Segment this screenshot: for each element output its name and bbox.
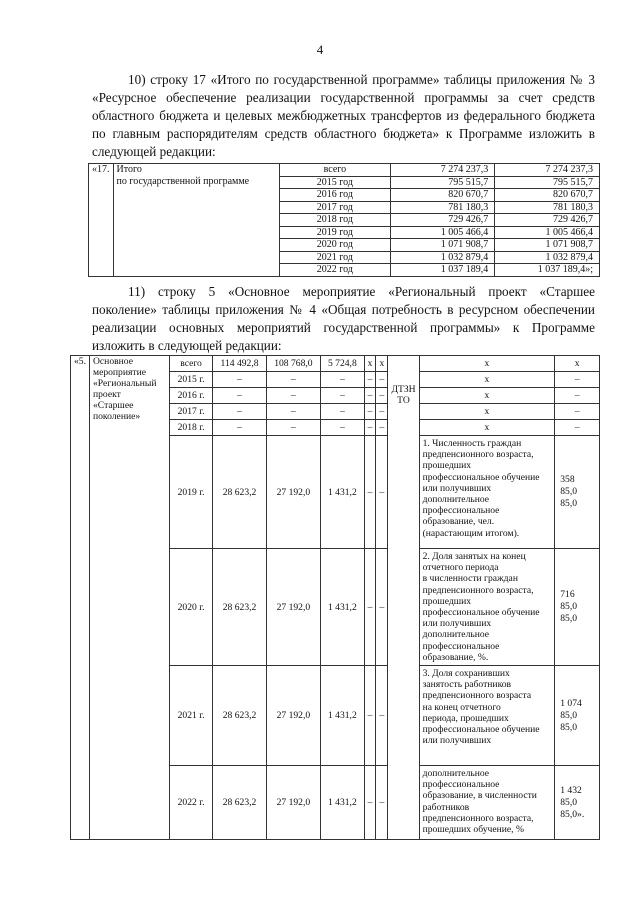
- total-cell: 28 623,2: [213, 549, 266, 666]
- paragraph-11: 11) строку 5 «Основное мероприятие «Региональный проект «Старшее поколение» таблицы приложения № 4 «Общая потребность в ресурсном обеспечении реализации основных мероприятий государственной программы» к Программе изложить в следующей редакции:: [92, 284, 595, 353]
- indicator-cell: [419, 766, 555, 840]
- period-cell: 2017 г.: [169, 404, 213, 420]
- indicator-line: периода, прошедших: [422, 712, 509, 724]
- regional-cell: 1 431,2: [321, 436, 365, 549]
- x-cell: –: [376, 388, 388, 404]
- period-cell: 2019 год: [280, 226, 391, 239]
- indicator-cell: x: [419, 404, 555, 420]
- indicator-line: прошедших: [422, 595, 472, 607]
- indicator-cell: x: [419, 388, 555, 404]
- indicator-cell: [419, 436, 555, 549]
- indicator-cell: [419, 549, 555, 666]
- indicator-line: 1. Численность граждан: [422, 438, 522, 449]
- regional-cell: –: [321, 404, 365, 420]
- indicator-value-cell: [555, 549, 600, 666]
- value-cell: 781 180,3: [390, 201, 495, 214]
- row-name-line: «Региональный: [93, 378, 157, 389]
- x-cell: –: [364, 549, 376, 666]
- row-name: [90, 356, 170, 840]
- row-number: «5.: [71, 356, 90, 840]
- indicator-cell: x: [419, 372, 555, 388]
- indicator-line: профессиональное обучение: [422, 607, 540, 619]
- period-cell: 2019 г.: [169, 436, 213, 549]
- indicator-value-line: 85,0».: [560, 808, 585, 820]
- row-name-line: мероприятие: [93, 367, 146, 378]
- federal-cell: –: [266, 388, 320, 404]
- row-name-line: по государственной программе: [116, 175, 250, 187]
- x-cell: –: [376, 372, 388, 388]
- indicator-value-cell: –: [555, 420, 600, 436]
- federal-cell: 27 192,0: [266, 436, 320, 549]
- value-cell: 781 180,3: [495, 201, 600, 214]
- indicator-line: дополнительное: [422, 629, 490, 641]
- indicator-value-cell: [555, 766, 600, 840]
- indicator-line: (нарастающим итогом).: [422, 527, 520, 539]
- x-cell: –: [376, 666, 388, 766]
- period-cell: 2020 г.: [169, 549, 213, 666]
- executor-cell: [388, 356, 419, 840]
- total-cell: 28 623,2: [213, 436, 266, 549]
- indicator-value-line: 85,0: [560, 486, 578, 497]
- indicator-line: на конец отчетного: [422, 701, 501, 713]
- indicator-line: прошедших обучение, %: [422, 824, 524, 836]
- indicator-value-line: 85,0: [560, 709, 578, 721]
- indicator-value-line: 85,0: [560, 721, 578, 733]
- indicator-line: предпенсионного возраста: [422, 690, 532, 702]
- federal-cell: –: [266, 404, 320, 420]
- indicator-line: прошедших: [422, 460, 472, 472]
- value-cell: 1 032 879,4: [495, 251, 600, 264]
- period-cell: 2015 г.: [169, 372, 213, 388]
- row-number: «17.: [89, 164, 114, 277]
- x-cell: –: [376, 404, 388, 420]
- x-cell: –: [364, 436, 376, 549]
- x-cell: –: [376, 766, 388, 840]
- federal-cell: 27 192,0: [266, 549, 320, 666]
- x-cell: –: [364, 372, 376, 388]
- indicator-line: предпенсионного возраста,: [422, 812, 534, 824]
- indicator-line: профессиональное обучение: [422, 471, 540, 483]
- indicator-line: образование, чел.: [422, 516, 495, 528]
- indicator-line: или получивших: [422, 735, 492, 747]
- federal-cell: 27 192,0: [266, 766, 320, 840]
- total-cell: –: [213, 420, 266, 436]
- row-name: [113, 164, 280, 277]
- indicator-line: или получивших: [422, 482, 492, 494]
- row-name-line: Итого: [116, 164, 142, 175]
- value-cell: 729 426,7: [390, 214, 495, 227]
- indicator-line: профессиональное обучение: [422, 724, 540, 736]
- indicator-line: отчетного периода: [422, 562, 499, 574]
- value-cell: 795 515,7: [495, 176, 600, 189]
- federal-cell: –: [266, 372, 320, 388]
- indicator-value-line: 716: [560, 589, 575, 601]
- regional-cell: 1 431,2: [321, 766, 365, 840]
- regional-cell: –: [321, 388, 365, 404]
- indicator-value-cell: [555, 666, 600, 766]
- indicator-line: предпенсионного возраста,: [422, 449, 534, 461]
- x-cell: x: [376, 356, 388, 372]
- total-cell: 28 623,2: [213, 666, 266, 766]
- value-cell: 1 071 908,7: [390, 239, 495, 252]
- regional-cell: –: [321, 420, 365, 436]
- indicator-value-cell: –: [555, 372, 600, 388]
- period-cell: 2018 г.: [169, 420, 213, 436]
- x-cell: –: [364, 666, 376, 766]
- indicator-value-line: 358: [560, 474, 575, 485]
- page-number: 4: [316, 42, 324, 57]
- value-cell: 1 037 189,4»;: [495, 264, 600, 277]
- row-name-line: проект: [93, 389, 121, 400]
- table-total-program: [88, 163, 600, 277]
- period-cell: всего: [169, 356, 213, 372]
- value-cell: 7 274 237,3: [495, 164, 600, 177]
- value-cell: 795 515,7: [390, 176, 495, 189]
- x-cell: –: [364, 404, 376, 420]
- x-cell: –: [364, 388, 376, 404]
- value-cell: 820 670,7: [495, 189, 600, 202]
- value-cell: 820 670,7: [390, 189, 495, 202]
- total-cell: 28 623,2: [213, 766, 266, 840]
- x-cell: x: [364, 356, 376, 372]
- indicator-line: образование, %.: [422, 651, 489, 663]
- executor-line: ДТЗН: [391, 384, 416, 395]
- indicator-value-cell: –: [555, 404, 600, 420]
- table-row: [89, 164, 600, 177]
- indicator-line: или получивших: [422, 618, 492, 630]
- indicator-value-line: 1 074: [560, 697, 582, 709]
- federal-cell: –: [266, 420, 320, 436]
- regional-cell: 1 431,2: [321, 549, 365, 666]
- total-cell: –: [213, 404, 266, 420]
- regional-cell: –: [321, 372, 365, 388]
- period-cell: всего: [280, 164, 391, 177]
- total-cell: –: [213, 372, 266, 388]
- indicator-line: занятость работников: [422, 679, 512, 691]
- value-cell: 1 005 466,4: [495, 226, 600, 239]
- indicator-cell: [419, 666, 555, 766]
- period-cell: 2015 год: [280, 176, 391, 189]
- indicator-line: предпенсионного возраста,: [422, 584, 534, 596]
- period-cell: 2022 год: [280, 264, 391, 277]
- x-cell: –: [376, 436, 388, 549]
- table-older-generation: [70, 355, 600, 840]
- total-cell: 114 492,8: [213, 356, 266, 372]
- value-cell: 1 005 466,4: [390, 226, 495, 239]
- indicator-line: образование, в численности: [422, 790, 537, 802]
- indicator-line: профессиональное: [422, 640, 500, 652]
- x-cell: –: [376, 549, 388, 666]
- period-cell: 2017 год: [280, 201, 391, 214]
- indicator-value-cell: [555, 436, 600, 549]
- value-cell: 729 426,7: [495, 214, 600, 227]
- row-name-line: Основное: [93, 356, 133, 367]
- period-cell: 2016 год: [280, 189, 391, 202]
- period-cell: 2020 год: [280, 239, 391, 252]
- indicator-value-line: 85,0: [560, 601, 578, 613]
- indicator-line: дополнительное: [422, 768, 490, 780]
- indicator-line: профессиональное: [422, 505, 500, 517]
- paragraph-10: 10) строку 17 «Итого по государственной программе» таблицы приложения № 3 «Ресурсное обеспечение реализации государственной программы за счет средств областного бюджета и целевых межбюджетных трансфертов из федерального бюджета по главным распорядителям средств областного бюджета» к Программе изложить в следующей редакции:: [92, 72, 595, 159]
- x-cell: –: [364, 420, 376, 436]
- indicator-line: 2. Доля занятых на конец: [422, 551, 526, 562]
- indicator-cell: x: [419, 420, 555, 436]
- period-cell: 2022 г.: [169, 766, 213, 840]
- value-cell: 1 032 879,4: [390, 251, 495, 264]
- indicator-value-cell: x: [555, 356, 600, 372]
- indicator-line: работников: [422, 801, 470, 813]
- row-name-line: «Старшее: [93, 400, 134, 411]
- regional-cell: 1 431,2: [321, 666, 365, 766]
- indicator-line: 3. Доля сохранивших: [422, 668, 510, 680]
- period-cell: 2018 год: [280, 214, 391, 227]
- period-cell: 2016 г.: [169, 388, 213, 404]
- indicator-line: профессиональное: [422, 779, 500, 791]
- period-cell: 2021 г.: [169, 666, 213, 766]
- value-cell: 1 071 908,7: [495, 239, 600, 252]
- indicator-line: дополнительное: [422, 494, 490, 506]
- federal-cell: 27 192,0: [266, 666, 320, 766]
- indicator-value-line: 1 432: [560, 784, 582, 796]
- indicator-line: в численности граждан: [422, 573, 518, 585]
- indicator-value-line: 85,0: [560, 613, 578, 625]
- regional-cell: 5 724,8: [321, 356, 365, 372]
- value-cell: 7 274 237,3: [390, 164, 495, 177]
- indicator-value-line: 85,0: [560, 498, 578, 509]
- row-name-line: поколение»: [93, 411, 141, 422]
- executor-line: ТО: [397, 395, 410, 406]
- indicator-value-cell: –: [555, 388, 600, 404]
- federal-cell: 108 768,0: [266, 356, 320, 372]
- x-cell: –: [364, 766, 376, 840]
- table-row: [71, 356, 600, 372]
- x-cell: –: [376, 420, 388, 436]
- total-cell: –: [213, 388, 266, 404]
- indicator-value-line: 85,0: [560, 796, 578, 808]
- value-cell: 1 037 189,4: [390, 264, 495, 277]
- indicator-cell: x: [419, 356, 555, 372]
- period-cell: 2021 год: [280, 251, 391, 264]
